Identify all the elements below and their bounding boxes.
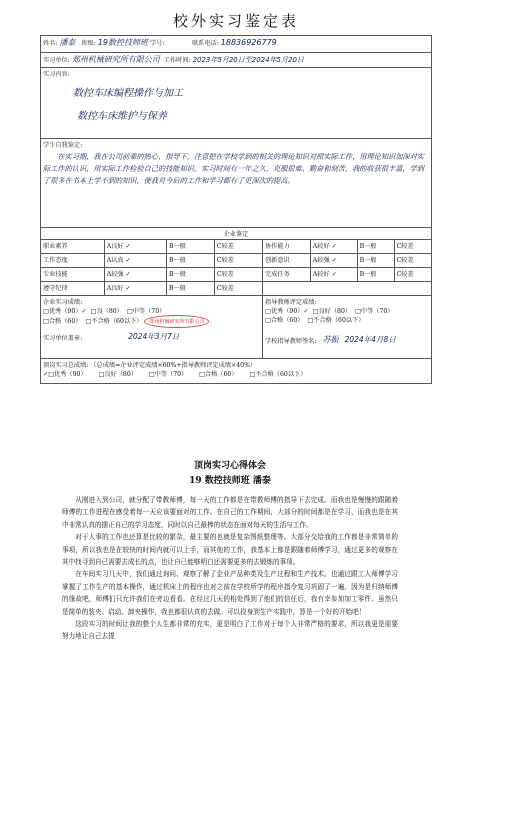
- company-stamp-label: 实习单位盖章:: [43, 335, 83, 342]
- company-score-label: 企业实习成绩:: [43, 299, 83, 306]
- article-body: [62, 494, 398, 643]
- score-option: □良（80）: [90, 308, 123, 315]
- eval-option-a: A较好 ✓: [310, 240, 357, 254]
- eval-option-a: A较强 ✓: [310, 254, 357, 268]
- student-no-label: 学号:: [149, 40, 165, 47]
- teacher-score-label: 指导教师评定成绩:: [265, 299, 317, 306]
- eval-option-a: A良好 ✓: [104, 240, 166, 254]
- score-option: □中等（70）: [355, 308, 394, 315]
- eval-item: 协作能力: [263, 240, 311, 254]
- content-row: [41, 68, 432, 139]
- article-paragraph: 这段实习的时间让我的整个人生都非常的充实，更是明白了工作对于每个人非常严格的要求，所以我更是需要努力地让自己去提: [62, 620, 398, 641]
- total-score-formula: （总成绩=企业评定成绩×60%+指导教师评定成绩×40%）: [90, 362, 257, 369]
- teacher-sign-date: 2024年4月8日: [344, 335, 396, 344]
- score-option: □优秀（90）: [48, 371, 87, 378]
- company-eval-header: 企业鉴定: [41, 228, 432, 240]
- article-subtitle: 19 数控技师班 潘泰: [189, 476, 271, 486]
- score-option: □良好（80）: [312, 308, 352, 315]
- company-label: 实习单位:: [43, 57, 70, 64]
- reflection-article: [62, 458, 398, 643]
- content-line-1: 数控车床编程操作与加工: [73, 88, 183, 99]
- company-score-cell: [41, 296, 263, 359]
- eval-option-a: A较强 ✓: [104, 268, 166, 282]
- article-paragraph: 从刚进入到公司，就分配了带教师傅，每一天的工作都是在带教师傅的指导下去完成。而我也是慢慢的跟随着师傅的工作进程在感受着每一天应该要面对的工作。在自己的工作期间，大部分的时间都是在学习，而我也是在其中非常认真的摆正自己的学习态度，同时以自己最棒的状态在面对每天的生活与工作。: [62, 496, 398, 529]
- score-option: □合格（60）: [265, 317, 304, 324]
- eval-option-c: C较差: [394, 254, 431, 268]
- score-option: □优秀（90）: [265, 308, 304, 315]
- score-option: □合格（60）: [43, 318, 82, 325]
- self-eval-text: 在实习期，我在公司前辈的热心、指导下，注意把在学校学到的相关的理论知识对照实际工作，用理论知识加深对实际工作的认识，用实际工作检验自己的技能知识。实习时间有一年之久，克服很难、勤奋和刻苦，我的收获很丰富，学到了很多在书本上学不到的知识，使我对今后的工作和学习都有了更深次的提高。: [43, 152, 424, 185]
- eval-option-b: B一般: [357, 268, 394, 282]
- self-eval-row: [41, 139, 432, 228]
- period-value: 2023年5月20日至2024年5月20日: [192, 56, 304, 64]
- eval-item: 遵守纪律: [41, 282, 105, 296]
- scores-row: [41, 296, 432, 359]
- score-option: □不合格（60以下）: [85, 318, 143, 325]
- eval-row: [41, 268, 432, 282]
- eval-option-b: B一般: [166, 240, 214, 254]
- article-paragraph: 对于人事的工作也还算是比较的繁杂，最主要的也就是复杂图纸整理等。大部分交给我的工作都是非常简单的事项，所以我也是在较快的时间内就可以上手，而其他的工作，我基本上都是跟随着师傅学习，通过更多的观察在其中找寻到自己需要去成长的点，也让自己能够明白还需要更多的去锻炼的事项。: [62, 533, 398, 567]
- eval-item: 完成任务: [263, 268, 311, 282]
- eval-option-b: B一般: [166, 268, 214, 282]
- class-label: 班级:: [81, 40, 96, 47]
- eval-row: [41, 254, 432, 268]
- score-option: □中等（70）: [148, 371, 188, 378]
- eval-option-c: C较差: [214, 240, 262, 254]
- eval-option-a: A认真 ✓: [104, 254, 166, 268]
- company-eval-header-row: [41, 228, 432, 240]
- name-value: 潘泰: [59, 38, 76, 47]
- eval-row: [41, 282, 432, 296]
- phone-label: 联系电话:: [191, 40, 219, 47]
- total-score-row: 顶岗实习总成绩: （总成绩=企业评定成绩×60%+指导教师评定成绩×40%） ✓□优秀（90） □良好（80） □中等（70） □合格（60） □不合格（60以下）: [41, 359, 432, 384]
- form-title: 校外实习鉴定表: [172, 12, 299, 30]
- teacher-signature: 苏振: [322, 335, 339, 344]
- form-table: [40, 35, 432, 384]
- teacher-sign-label: 学校指导教师签名:: [265, 338, 317, 345]
- eval-option-c: C较差: [214, 254, 262, 268]
- basic-info-row: [41, 36, 432, 53]
- eval-item: 工作态度: [41, 254, 105, 268]
- self-eval-label: 学生自我鉴定:: [43, 142, 83, 149]
- eval-item: 专业技能: [41, 268, 105, 282]
- name-label: 姓名:: [43, 40, 58, 47]
- eval-option-b: B一般: [357, 240, 394, 254]
- score-option: □良好（80）: [98, 371, 137, 378]
- score-option: □不合格（60以下）: [307, 317, 365, 324]
- company-score-options: □优秀（90）✓ □良（80） □中等（70）: [43, 308, 166, 315]
- eval-item: 创新意识: [263, 254, 311, 268]
- eval-row: [41, 240, 432, 254]
- eval-option-b: B一般: [357, 254, 394, 268]
- period-label: 工作时间:: [163, 57, 191, 64]
- eval-option-b: B一般: [166, 282, 214, 296]
- score-option: □合格（60）: [199, 371, 238, 378]
- score-option: □优秀（90）: [43, 308, 82, 315]
- content-line-2: 数控车床维护与保养: [77, 111, 167, 122]
- teacher-score-cell: 指导教师评定成绩: □优秀（90）✓ □良好（80） □中等（70） □合格（60） □不合格（60以下） 学校指导教师签名: 苏振 2024年4月8日: [263, 296, 432, 359]
- article-title: 顶岗实习心得体会: [193, 461, 266, 471]
- eval-option-b: B一般: [166, 254, 214, 268]
- eval-option-c: C较差: [394, 268, 431, 282]
- class-value: 19数控技师班: [97, 38, 148, 47]
- phone-value: 18836926779: [220, 38, 277, 47]
- eval-option-c: C较差: [394, 240, 431, 254]
- company-row: [41, 53, 432, 68]
- article-paragraph: 在车间实习几天中，我们通过询问、观察了解了企业产品种类及生产过程和生产技术。也通过跟工人师傅学习掌握了工作生产的基本操作，通过机床上的程序也对之前在学校所学的程序指令复习巩固了一遍。因为是归纳师傅的缘故吧，师傅们只允许我们在旁边看看。在经过几天的相处得到了他们的信任后，我有幸参加加工零件。虽然只是简单的装夹、启动、卸夹操作，我也都很认真的去做。可以投身到生产实践中，算是一个好的开始吧！: [62, 570, 398, 616]
- content-label: 实习内容:: [43, 71, 70, 78]
- eval-option-c: C较差: [214, 268, 262, 282]
- eval-option-a: A较好 ✓: [310, 268, 357, 282]
- company-stamp-date: 2024年3月7日: [128, 332, 180, 341]
- eval-item: 职业素养: [41, 240, 105, 254]
- eval-option-c: C较差: [214, 282, 262, 296]
- eval-empty-cell: [263, 282, 432, 296]
- company-value: 郑州机械研究所有限公司: [71, 55, 160, 64]
- score-option: □不合格（60以下）: [249, 371, 307, 378]
- eval-option-a: A良好 ✓: [104, 282, 166, 296]
- company-stamp: 郑州机械研究所有限公司: [144, 315, 209, 328]
- appraisal-form: [40, 4, 432, 384]
- score-option: □中等（70）: [126, 308, 166, 315]
- total-score-label: 顶岗实习总成绩:: [43, 362, 89, 369]
